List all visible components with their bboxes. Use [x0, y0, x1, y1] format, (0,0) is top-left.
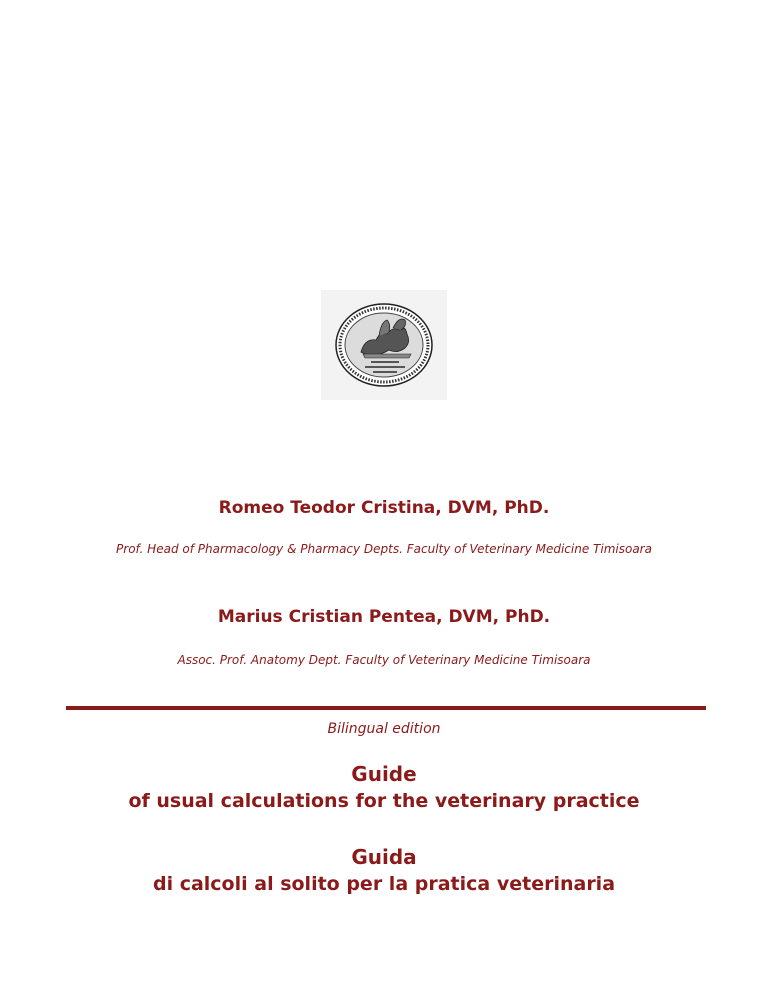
university-seal-icon	[321, 290, 447, 400]
title-english-main: Guide	[351, 762, 417, 786]
edition-label: Bilingual edition	[327, 721, 441, 737]
divider-rule	[66, 706, 706, 710]
author-1-affiliation: Prof. Head of Pharmacology & Pharmacy Depts. Faculty of Veterinary Medicine Timisoara	[116, 542, 652, 556]
author-2-name: Marius Cristian Pentea, DVM, PhD.	[217, 607, 551, 627]
author-1-name: Romeo Teodor Cristina, DVM, PhD.	[218, 498, 550, 518]
author-2-affiliation: Assoc. Prof. Anatomy Dept. Faculty of Veterinary Medicine Timisoara	[177, 653, 591, 667]
seal-graphic	[321, 290, 447, 400]
title-italian-main: Guida	[351, 845, 417, 869]
title-english-sub: of usual calculations for the veterinary practice	[128, 790, 640, 812]
title-italian-sub: di calcoli al solito per la pratica veterinaria	[152, 873, 616, 895]
